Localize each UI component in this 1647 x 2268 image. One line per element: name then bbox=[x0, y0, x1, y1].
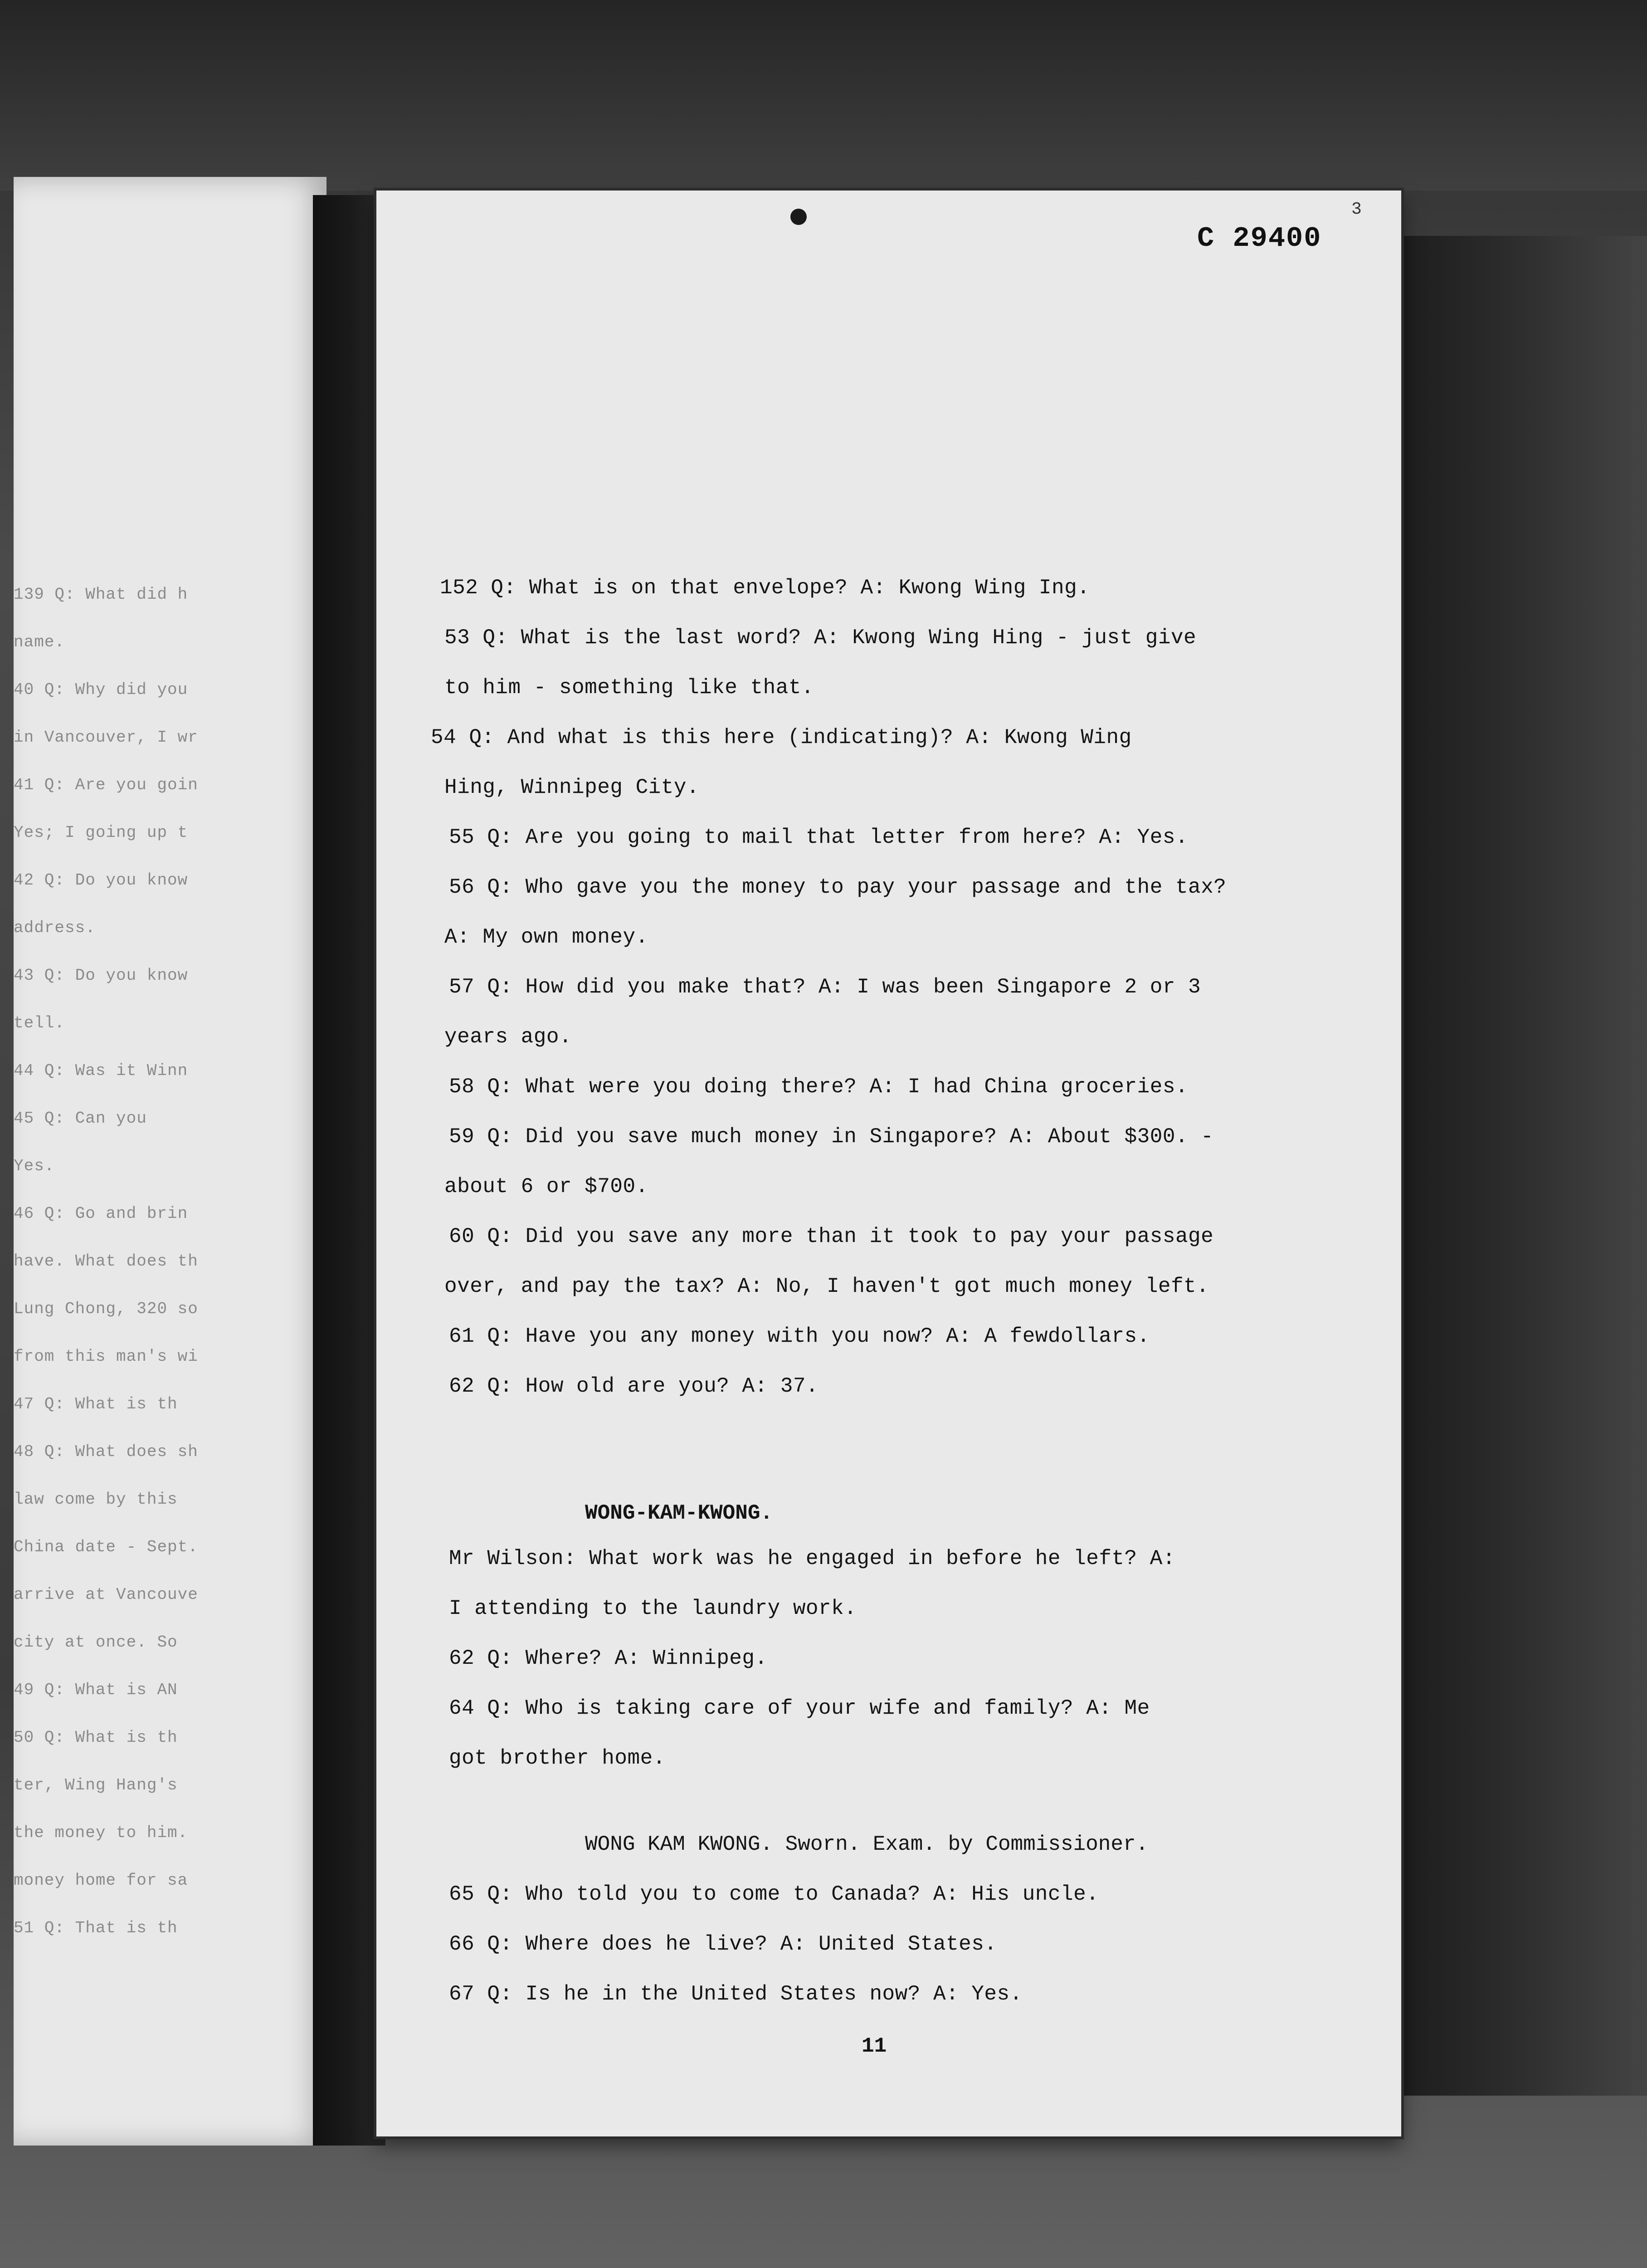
transcript-line: 65 Q: Who told you to come to Canada? A: His uncle. bbox=[449, 1882, 1099, 1906]
left-page-line: Yes; I going up t bbox=[14, 823, 188, 842]
corner-mark: 3 bbox=[1351, 200, 1362, 219]
left-page-line: arrive at Vancouve bbox=[14, 1585, 198, 1604]
transcript-line: Hing, Winnipeg City. bbox=[444, 776, 700, 799]
left-page-line: 42 Q: Do you know bbox=[14, 871, 188, 890]
left-page-line: from this man's wi bbox=[14, 1347, 198, 1366]
transcript-line: A: My own money. bbox=[444, 925, 648, 949]
transcript-line: 62 Q: Where? A: Winnipeg. bbox=[449, 1647, 768, 1670]
document-page bbox=[376, 191, 1401, 2136]
transcript-line: about 6 or $700. bbox=[444, 1175, 648, 1198]
left-page-line: have. What does th bbox=[14, 1252, 198, 1271]
section-heading: WONG-KAM-KWONG. bbox=[585, 1501, 773, 1525]
left-facing-page bbox=[14, 177, 326, 2146]
left-page-line: 43 Q: Do you know bbox=[14, 966, 188, 985]
page-number: 11 bbox=[862, 2034, 887, 2058]
transcript-line: 64 Q: Who is taking care of your wife and family? A: Me bbox=[449, 1696, 1150, 1720]
transcript-line: over, and pay the tax? A: No, I haven't got much money left. bbox=[444, 1275, 1209, 1298]
left-page-line: name. bbox=[14, 633, 65, 651]
transcript-line: 53 Q: What is the last word? A: Kwong Wing Hing - just give bbox=[444, 626, 1197, 650]
left-page-line: 51 Q: That is th bbox=[14, 1919, 178, 1937]
section-heading: WONG KAM KWONG. Sworn. Exam. by Commissioner. bbox=[585, 1833, 1149, 1856]
transcript-line: 67 Q: Is he in the United States now? A: Yes. bbox=[449, 1982, 1023, 2006]
transcript-line: 59 Q: Did you save much money in Singapore? A: About $300. - bbox=[449, 1125, 1214, 1149]
transcript-line: 56 Q: Who gave you the money to pay your passage and the tax? bbox=[449, 875, 1227, 899]
left-page-line: in Vancouver, I wr bbox=[14, 728, 198, 747]
left-page-line: 41 Q: Are you goin bbox=[14, 776, 198, 794]
left-page-line: address. bbox=[14, 919, 96, 937]
reference-number: C 29400 bbox=[1197, 222, 1322, 254]
transcript-line: 60 Q: Did you save any more than it took to pay your passage bbox=[449, 1225, 1214, 1248]
transcript-line: 57 Q: How did you make that? A: I was been Singapore 2 or 3 bbox=[449, 975, 1201, 999]
left-page-line: tell. bbox=[14, 1014, 65, 1032]
transcript-line: 152 Q: What is on that envelope? A: Kwong Wing Ing. bbox=[440, 576, 1090, 600]
transcript-line: 54 Q: And what is this here (indicating)? A: Kwong Wing bbox=[431, 726, 1132, 749]
left-page-line: 139 Q: What did h bbox=[14, 585, 188, 604]
left-page-line: 46 Q: Go and brin bbox=[14, 1204, 188, 1223]
transcript-line: 61 Q: Have you any money with you now? A: A fewdollars. bbox=[449, 1325, 1150, 1348]
left-page-line: 40 Q: Why did you bbox=[14, 680, 188, 699]
transcript-line: 55 Q: Are you going to mail that letter from here? A: Yes. bbox=[449, 826, 1189, 849]
left-page-line: 49 Q: What is AN bbox=[14, 1681, 178, 1699]
transcript-line: 66 Q: Where does he live? A: United States. bbox=[449, 1932, 997, 1956]
left-page-line: law come by this bbox=[14, 1490, 178, 1509]
left-page-line: Lung Chong, 320 so bbox=[14, 1300, 198, 1318]
transcript-line: to him - something like that. bbox=[444, 676, 814, 699]
left-page-line: China date - Sept. bbox=[14, 1538, 198, 1556]
left-page-line: 50 Q: What is th bbox=[14, 1728, 178, 1747]
top-shadow-band bbox=[0, 0, 1647, 191]
left-page-line: 48 Q: What does sh bbox=[14, 1442, 198, 1461]
left-page-line: Yes. bbox=[14, 1157, 55, 1175]
transcript-line: I attending to the laundry work. bbox=[449, 1597, 857, 1620]
left-page-line: money home for sa bbox=[14, 1871, 188, 1890]
transcript-line: Mr Wilson: What work was he engaged in before he left? A: bbox=[449, 1547, 1175, 1570]
left-page-line: 44 Q: Was it Winn bbox=[14, 1061, 188, 1080]
left-page-line: 47 Q: What is th bbox=[14, 1395, 178, 1413]
right-shadow bbox=[1397, 236, 1647, 2096]
transcript-line: 62 Q: How old are you? A: 37. bbox=[449, 1374, 819, 1398]
transcript-line: years ago. bbox=[444, 1025, 572, 1049]
binding-hole bbox=[790, 209, 807, 225]
left-page-line: ter, Wing Hang's bbox=[14, 1776, 178, 1794]
left-page-line: city at once. So bbox=[14, 1633, 178, 1652]
left-page-line: 45 Q: Can you bbox=[14, 1109, 147, 1128]
left-page-line: the money to him. bbox=[14, 1823, 188, 1842]
transcript-line: got brother home. bbox=[449, 1746, 666, 1770]
book-gutter bbox=[313, 195, 385, 2146]
transcript-line: 58 Q: What were you doing there? A: I had China groceries. bbox=[449, 1075, 1189, 1099]
